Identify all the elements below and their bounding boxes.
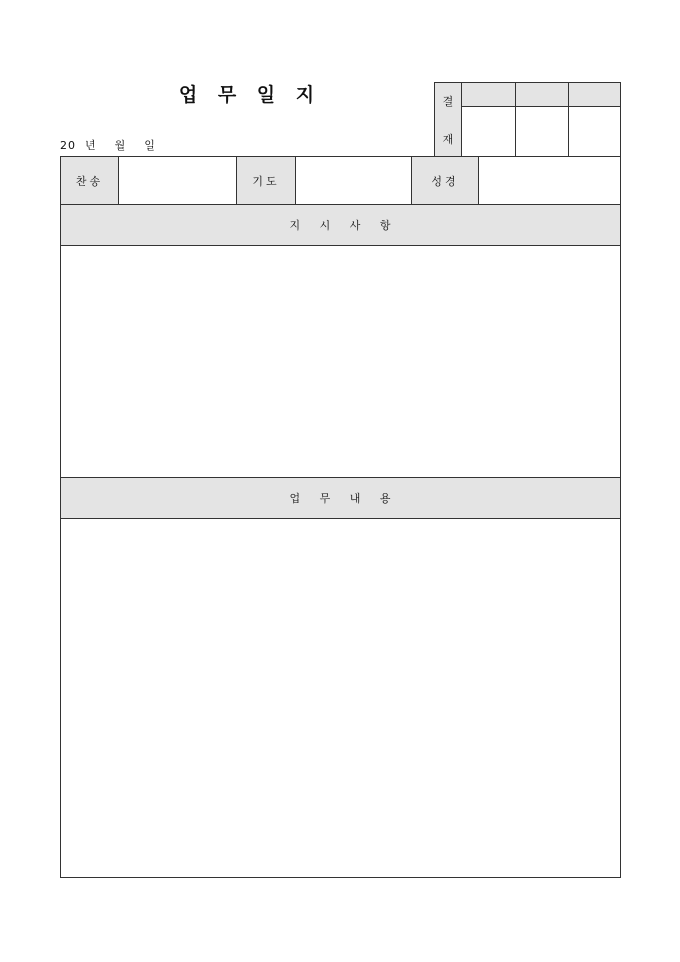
instructions-header — [60, 204, 621, 246]
approval-label-cell — [434, 82, 462, 157]
approval-sign-cell-1[interactable] — [462, 106, 516, 157]
hymn-value-field[interactable] — [118, 156, 237, 205]
prayer-label: 기도 — [252, 174, 280, 188]
approval-header-fill — [462, 83, 620, 106]
date-line: 20 년 월 일 — [60, 139, 156, 152]
prayer-value-field[interactable] — [295, 156, 412, 205]
instructions-body[interactable] — [60, 246, 621, 478]
prayer-label-cell — [236, 156, 296, 205]
hymn-label: 찬송 — [75, 174, 104, 188]
work-content-body[interactable] — [60, 519, 621, 878]
work-content-header — [60, 477, 621, 519]
scripture-value-field[interactable] — [478, 156, 621, 205]
work-content-header-label: 업 무 내 용 — [289, 492, 392, 505]
approval-label-bottom: 재 — [442, 132, 454, 146]
instructions-header-label: 지 시 사 항 — [289, 219, 392, 232]
scripture-label-cell — [411, 156, 479, 205]
approval-sign-cell-2[interactable] — [516, 106, 569, 157]
scripture-label: 성경 — [431, 174, 459, 188]
approval-sign-cell-3[interactable] — [569, 106, 621, 157]
document-title: 업 무 일 지 — [178, 84, 322, 106]
approval-label-top: 결 — [442, 94, 454, 108]
hymn-label-cell — [60, 156, 119, 205]
